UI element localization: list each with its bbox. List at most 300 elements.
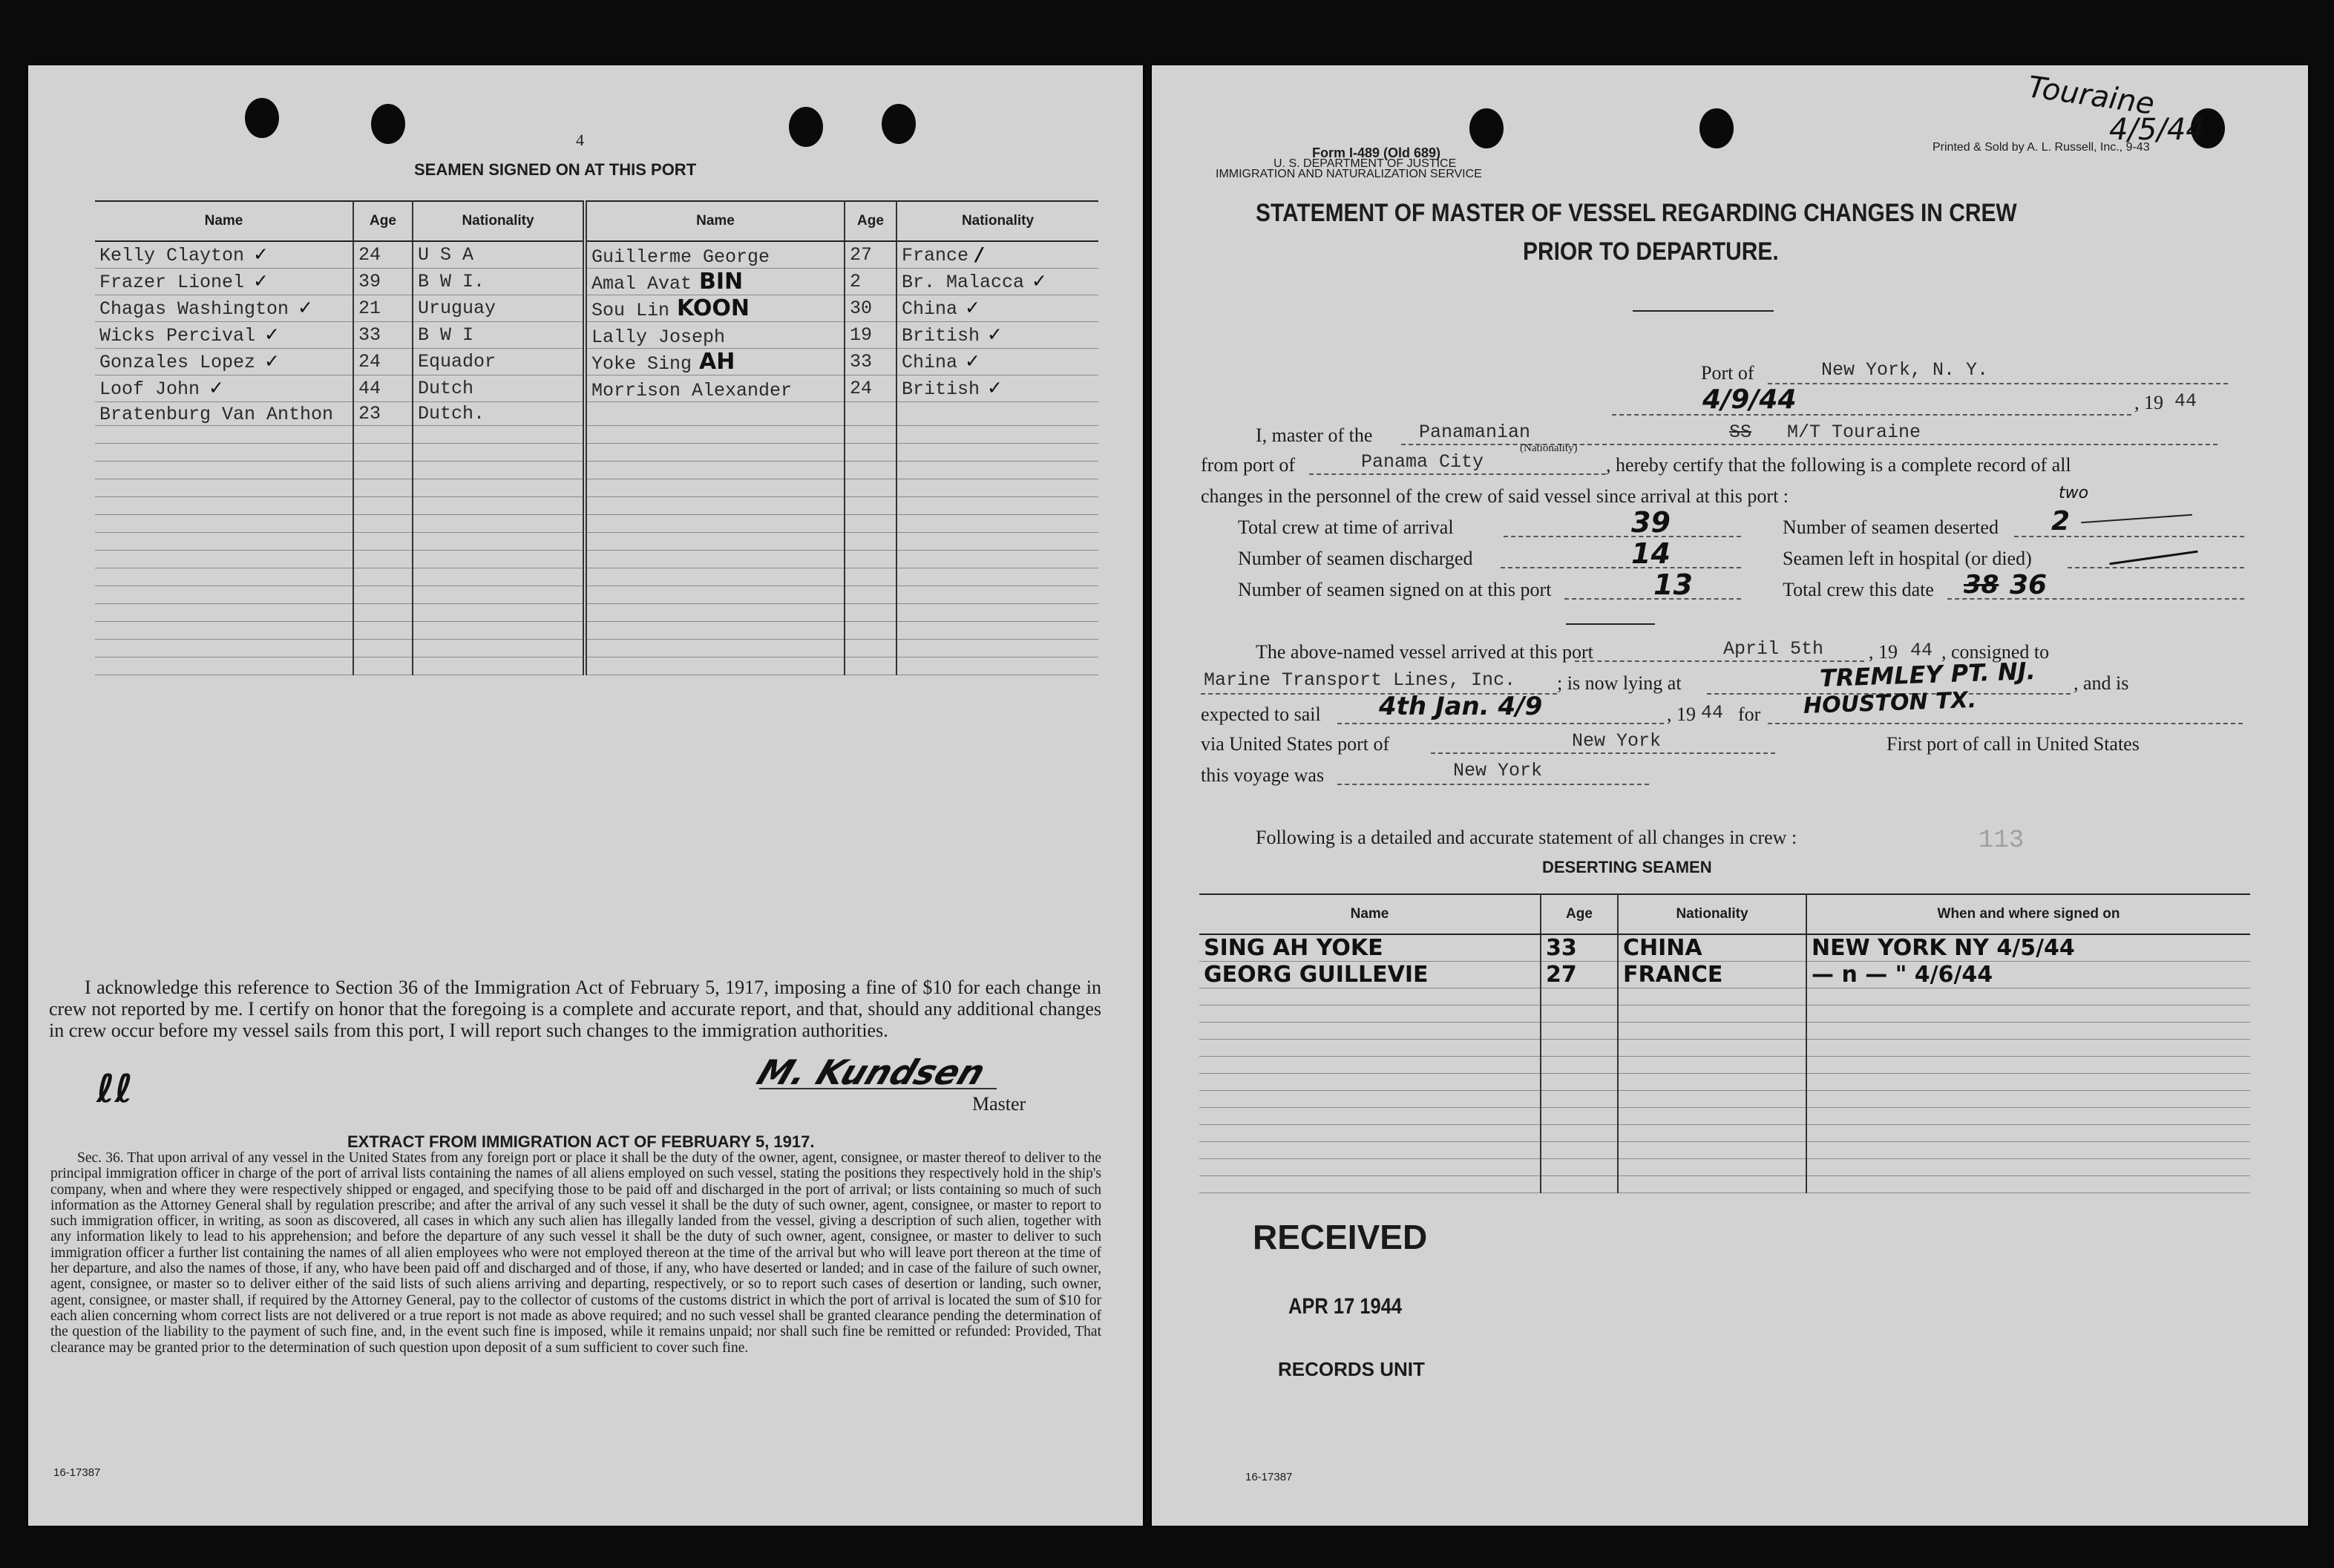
age-cell: 27 — [845, 241, 896, 269]
table-row — [1199, 988, 2250, 1006]
via-value: New York — [1572, 730, 1662, 752]
voyage-value: New York — [1453, 760, 1543, 781]
nationality-cell: CHINA — [1618, 934, 1806, 962]
nationality-cell — [896, 426, 1098, 444]
nationality-cell — [413, 551, 585, 568]
age-cell — [845, 657, 896, 675]
name-cell — [585, 657, 845, 675]
name-cell — [1199, 1006, 1541, 1023]
age-cell: 33 — [845, 349, 896, 375]
check-mark: ✓ — [264, 350, 280, 372]
table-row — [1199, 1176, 2250, 1193]
nationality-cell — [896, 479, 1098, 497]
table-row — [95, 551, 1098, 568]
nationality-cell — [896, 657, 1098, 675]
form-title-line2: PRIOR TO DEPARTURE. — [1523, 237, 1779, 266]
nationality-cell: FRANCE — [1618, 962, 1806, 988]
nationality-cell — [413, 515, 585, 533]
table-row — [1199, 1074, 2250, 1091]
nationality-cell — [413, 497, 585, 515]
age-cell — [353, 497, 413, 515]
name-cell — [1199, 1023, 1541, 1040]
nationality-cell: B W I. — [413, 269, 585, 295]
name-cell — [1199, 1142, 1541, 1159]
name-cell — [95, 462, 353, 479]
when-where-cell: — n — " 4/6/44 — [1806, 962, 2250, 988]
age-cell: 33 — [1541, 934, 1618, 962]
name-cell — [95, 568, 353, 586]
stamp-received: RECEIVED — [1253, 1218, 1428, 1256]
deserting-table — [1199, 893, 2250, 1193]
table-row — [95, 497, 1098, 515]
when-where-cell — [1806, 1108, 2250, 1125]
expected-label: , and is — [2074, 672, 2129, 694]
age-cell — [1541, 1176, 1618, 1193]
age-cell: 2 — [845, 269, 896, 295]
strike-mark — [2081, 514, 2192, 523]
nationality-cell — [896, 349, 1098, 375]
col-header-nationality: Nationality — [1618, 894, 1806, 934]
total-arrival-label: Total crew at time of arrival — [1238, 516, 1454, 538]
check-mark: ✓ — [987, 377, 1003, 398]
name-cell — [95, 241, 353, 269]
age-cell — [353, 640, 413, 657]
field-line — [1564, 598, 1741, 600]
seaman-name: Sou Lin — [591, 300, 670, 321]
when-where-cell — [1806, 1091, 2250, 1108]
name-cell — [585, 444, 845, 462]
name-cell — [95, 375, 353, 402]
expected-to-sail: expected to sail — [1201, 703, 1321, 725]
age-cell: 23 — [353, 402, 413, 426]
name-cell — [585, 533, 845, 551]
nationality-value: Panamanian — [1419, 421, 1531, 443]
age-cell — [1541, 988, 1618, 1006]
seaman-name: Amal Avat — [591, 273, 692, 295]
arrived-value: April 5th — [1723, 638, 1824, 660]
name-cell: GEORG GUILLEVIE — [1199, 962, 1541, 988]
table-row — [1199, 1023, 2250, 1040]
deserted-value: 2 — [2051, 506, 2071, 537]
when-where-cell — [1806, 1006, 2250, 1023]
total-date-label: Total crew this date — [1783, 579, 1934, 600]
name-cell — [585, 551, 845, 568]
certify-text: , hereby certify that the following is a complete record of all — [1606, 454, 2071, 476]
master-signature: M. Kundsen — [752, 1052, 991, 1092]
name-cell — [1199, 1159, 1541, 1176]
name-cell — [1199, 1091, 1541, 1108]
nationality-cell — [413, 444, 585, 462]
table-row — [1199, 1091, 2250, 1108]
col-header-when-where: When and where signed on — [1806, 894, 2250, 934]
nationality-cell — [1618, 1108, 1806, 1125]
age-cell — [845, 586, 896, 604]
title-divider — [1633, 310, 1774, 312]
for-label: for — [1738, 703, 1761, 725]
name-cell — [95, 295, 353, 322]
name-cell — [585, 568, 845, 586]
age-cell: 19 — [845, 322, 896, 349]
col-header-age: Age — [845, 201, 896, 241]
check-mark: ✓ — [253, 243, 269, 265]
table-row — [1199, 1125, 2250, 1142]
punch-hole — [1469, 108, 1504, 148]
certify-text-2: changes in the personnel of the crew of said vessel since arrival at this port : — [1201, 485, 1789, 507]
table-row — [95, 640, 1098, 657]
age-cell — [353, 515, 413, 533]
total-date-value: 36 — [2010, 570, 2048, 600]
nationality-text: British — [902, 325, 980, 347]
seaman-name: Gonzales Lopez — [99, 352, 256, 373]
nationality-cell — [413, 586, 585, 604]
age-cell — [845, 515, 896, 533]
seaman-name: Lally Joseph — [591, 327, 726, 348]
nationality-cell — [1618, 988, 1806, 1006]
nationality-cell — [896, 375, 1098, 402]
age-cell — [845, 604, 896, 622]
age-cell — [1541, 1091, 1618, 1108]
nationality-cell — [1618, 1091, 1806, 1108]
nationality-cell — [1618, 1142, 1806, 1159]
extract-text: Sec. 36. That upon arrival of any vessel in the United States from any foreign port or place it shall be the duty of the owner, agent, consignee, or master thereof to deliver to the principal immigration officer in charge of the port of arrival lists containing the names of all aliens employed on such vessel, stating the positions they respectively hold in the ship's company, when and where they were respectively shipped or engaged, and specifying those to be paid off and discharged in the port of arrival; or lists containing so much of such information as the Attorney General shall by regulation prescribe; and after the arrival of any such vessel it shall be the duty of such owner, agent, consignee, or master to report to such immigration officer, in writing, as soon as discovered, all cases in which any such alien has illegally landed from the vessel, giving a description of such alien, together with any information likely to lead to his apprehension; and before the departure of any such vessel it shall be the duty of such owner, agent, consignee, or master to deliver to such immigration officer a further list containing the names of all alien employees who were not employed thereon at the time of the arrival but who will leave port thereon at the time of her departure, and also the names of those, if any, who have been paid off and discharged and of those, if any, who have deserted or landed; and in case of the failure of such owner, agent, consignee, or master so to deliver either of the said lists of such aliens arriving and departing, respectively, or so to report such cases of desertion or landing, such owner, agent, consignee, or master shall, if required by the Attorney General, pay to the collector of customs of the customs district in which the port of arrival is located the sum of $10 for each alien concerning whom correct lists are not delivered or a true report is not made as above required; and no such vessel shall be granted clearance pending the determination of the question of the liability to the payment of such fine, and, in the event such fine is imposed, while it remains unpaid; nor shall such fine be remitted or refunded: Provided, That clearance may be granted prior to the determination of such question upon deposit of a sum sufficient to cover such fine. — [50, 1150, 1101, 1356]
acknowledge-paragraph: I acknowledge this reference to Section 36 of the Immigration Act of February 5, 1917, imposing a fine of $10 for each change in crew not reported by me. I certify on honor that the foregoing is a complete and accurate report, and that, should any additional changes in crew occur before my vessel sails from this port, I will report such changes to the immigration authorities. — [49, 977, 1101, 1041]
table-row — [95, 444, 1098, 462]
name-cell — [95, 444, 353, 462]
nationality-text: Br. Malacca — [902, 272, 1025, 293]
field-line — [1612, 414, 2131, 416]
age-cell: 39 — [353, 269, 413, 295]
punch-hole — [245, 98, 279, 138]
nationality-cell — [1618, 1023, 1806, 1040]
name-cell — [1199, 1074, 1541, 1091]
check-mark: ✓ — [253, 270, 269, 292]
age-cell — [353, 568, 413, 586]
age-cell — [1541, 1040, 1618, 1057]
table-row — [95, 241, 1098, 269]
name-cell — [585, 515, 845, 533]
check-mark: ✓ — [298, 297, 313, 318]
field-line — [2014, 536, 2244, 537]
table-row — [1199, 1159, 2250, 1176]
when-where-cell — [1806, 1125, 2250, 1142]
nationality-cell — [413, 479, 585, 497]
table-row — [95, 479, 1098, 497]
name-cell — [95, 657, 353, 675]
nationality-cell — [413, 640, 585, 657]
punch-hole — [882, 104, 916, 144]
master-of-label: I, master of the — [1256, 424, 1373, 446]
nationality-cell: Dutch — [413, 375, 585, 402]
arrived-label: The above-named vessel arrived at this port — [1256, 641, 1593, 663]
seaman-name: Guillerme George — [591, 246, 770, 268]
table-row — [95, 402, 1098, 426]
table-row — [95, 533, 1098, 551]
name-cell — [95, 479, 353, 497]
first-port-label: First port of call in United States — [1886, 733, 2140, 755]
nationality-cell — [413, 568, 585, 586]
nationality-text: France — [902, 245, 969, 266]
nationality-cell: B W I — [413, 322, 585, 349]
age-cell — [845, 426, 896, 444]
nationality-cell — [413, 604, 585, 622]
nationality-cell — [896, 322, 1098, 349]
name-cell — [585, 586, 845, 604]
col-header-name: Name — [585, 201, 845, 241]
table-row — [95, 586, 1098, 604]
total-arrival-value: 39 — [1631, 506, 1671, 539]
age-cell — [1541, 1057, 1618, 1074]
lying-value: TREMLEY PT. NJ. — [1819, 656, 2036, 693]
nationality-cell — [896, 640, 1098, 657]
table-row — [95, 269, 1098, 295]
nationality-cell: Uruguay — [413, 295, 585, 322]
sail-year: 44 — [1701, 702, 1724, 724]
when-where-cell — [1806, 988, 2250, 1006]
short-divider — [1566, 623, 1655, 625]
seaman-name: Morrison Alexander — [591, 380, 793, 401]
field-line — [1501, 567, 1741, 568]
when-where-cell — [1806, 1040, 2250, 1057]
name-cell — [585, 497, 845, 515]
lying-label: ; is now lying at — [1557, 672, 1682, 694]
nationality-cell — [413, 622, 585, 640]
age-cell: 33 — [353, 322, 413, 349]
check-mark: ✓ — [209, 377, 224, 398]
name-cell — [585, 462, 845, 479]
age-cell — [845, 551, 896, 568]
age-cell — [353, 479, 413, 497]
name-cell — [585, 426, 845, 444]
nationality-cell — [896, 568, 1098, 586]
deserted-label: Number of seamen deserted — [1783, 516, 1999, 538]
nationality-cell — [896, 622, 1098, 640]
age-cell — [353, 533, 413, 551]
destination-value: HOUSTON TX. — [1803, 686, 1977, 720]
name-cell — [95, 533, 353, 551]
deserted-note: two — [2059, 484, 2089, 502]
name-cell — [585, 269, 845, 295]
table-row — [95, 375, 1098, 402]
col-header-name: Name — [1199, 894, 1541, 934]
name-cell — [95, 322, 353, 349]
nationality-cell — [1618, 1125, 1806, 1142]
when-where-cell — [1806, 1057, 2250, 1074]
name-cell — [95, 515, 353, 533]
handwritten-name-addition: KOON — [677, 295, 750, 321]
name-cell — [95, 640, 353, 657]
check-mark: ✓ — [1032, 270, 1047, 292]
field-line — [1768, 723, 2243, 724]
name-cell — [95, 622, 353, 640]
faint-number: 113 — [1979, 827, 2025, 855]
seaman-name: Kelly Clayton — [99, 245, 245, 266]
name-cell — [585, 479, 845, 497]
when-where-cell — [1806, 1074, 2250, 1091]
form-code: 16-17387 — [53, 1466, 101, 1479]
nationality-cell — [896, 497, 1098, 515]
right-page — [1152, 65, 2308, 1526]
name-cell — [95, 349, 353, 375]
deserting-title: DESERTING SEAMEN — [1542, 858, 1712, 876]
port-of-label: Port of — [1701, 362, 1754, 384]
consignee-value: Marine Transport Lines, Inc. — [1204, 669, 1516, 691]
consigned-label: , consigned to — [1941, 641, 2050, 663]
arrived-year: 44 — [1910, 640, 1933, 661]
age-cell — [1541, 1006, 1618, 1023]
nationality-cell — [896, 241, 1098, 269]
age-cell: 27 — [1541, 962, 1618, 988]
table-row — [95, 657, 1098, 675]
nationality-text: China — [902, 352, 958, 373]
name-cell — [95, 604, 353, 622]
age-cell — [353, 444, 413, 462]
age-cell — [1541, 1159, 1618, 1176]
age-cell — [353, 551, 413, 568]
signature-line — [759, 1088, 997, 1089]
nationality-cell — [896, 586, 1098, 604]
voyage-label: this voyage was — [1201, 764, 1325, 786]
sail-year-prefix: , 19 — [1667, 703, 1696, 725]
field-line — [1309, 473, 1606, 475]
page-number: 4 — [576, 131, 584, 149]
seaman-name: Yoke Sing — [591, 353, 692, 375]
form-code: 16-17387 — [1245, 1471, 1293, 1483]
age-cell: 24 — [845, 375, 896, 402]
name-cell — [585, 640, 845, 657]
seaman-name: Chagas Washington — [99, 298, 289, 320]
dash-mark — [2109, 551, 2197, 565]
nationality-cell — [413, 657, 585, 675]
name-cell — [585, 375, 845, 402]
table-row — [95, 515, 1098, 533]
age-cell — [1541, 1125, 1618, 1142]
seaman-name: Frazer Lionel — [99, 272, 245, 293]
age-cell — [353, 426, 413, 444]
col-header-age: Age — [353, 201, 413, 241]
initials-scribble: ℓℓ — [96, 1067, 134, 1112]
field-line — [2068, 567, 2244, 568]
col-header-age: Age — [1541, 894, 1618, 934]
handwritten-name-addition: AH — [699, 349, 735, 375]
table-row — [1199, 1057, 2250, 1074]
nationality-cell — [896, 515, 1098, 533]
table-row — [95, 349, 1098, 375]
age-cell — [353, 586, 413, 604]
signed-on-value: 13 — [1653, 568, 1693, 601]
table-row — [95, 462, 1098, 479]
table-row — [95, 322, 1098, 349]
age-cell — [353, 657, 413, 675]
table-row — [1199, 1006, 2250, 1023]
nationality-cell — [413, 533, 585, 551]
signed-on-table — [95, 200, 1098, 675]
master-label: Master — [972, 1093, 1026, 1115]
seaman-name: Wicks Percival — [99, 325, 256, 347]
name-cell — [1199, 1125, 1541, 1142]
arrived-year-prefix: , 19 — [1869, 641, 1898, 663]
name-cell — [585, 295, 845, 322]
check-mark: / — [976, 243, 983, 265]
vessel-name: M/T Touraine — [1787, 421, 1921, 443]
name-cell — [95, 551, 353, 568]
table-row — [95, 295, 1098, 322]
table-row — [1199, 1108, 2250, 1125]
name-cell — [95, 497, 353, 515]
year-prefix: , 19 — [2134, 392, 2163, 413]
when-where-cell: NEW YORK NY 4/5/44 — [1806, 934, 2250, 962]
from-port-label: from port of — [1201, 454, 1296, 476]
nationality-cell: U S A — [413, 241, 585, 269]
col-header-name: Name — [95, 201, 353, 241]
name-cell — [585, 622, 845, 640]
age-cell: 24 — [353, 349, 413, 375]
name-cell — [95, 586, 353, 604]
name-cell — [585, 604, 845, 622]
nationality-cell — [896, 402, 1098, 426]
age-cell — [845, 533, 896, 551]
age-cell — [845, 462, 896, 479]
table-row — [95, 426, 1098, 444]
port-of-value: New York, N. Y. — [1821, 359, 1989, 381]
nationality-cell — [1618, 1006, 1806, 1023]
age-cell — [845, 568, 896, 586]
table-row — [1199, 934, 2250, 962]
age-cell — [1541, 1074, 1618, 1091]
handwritten-date: 4/5/44 — [2109, 113, 2205, 147]
nationality-text: China — [902, 298, 958, 320]
hospital-label: Seamen left in hospital (or died) — [1783, 548, 2032, 569]
total-date-struck: 38 — [1964, 570, 1999, 600]
col-header-nationality: Nationality — [413, 201, 585, 241]
left-page — [28, 65, 1143, 1526]
age-cell — [1541, 1023, 1618, 1040]
check-mark: ✓ — [965, 297, 980, 318]
age-cell — [353, 622, 413, 640]
check-mark: ✓ — [987, 324, 1003, 345]
table-row — [1199, 1040, 2250, 1057]
nationality-cell — [1618, 1159, 1806, 1176]
name-cell — [95, 426, 353, 444]
stamp-date: APR 17 1944 — [1288, 1294, 1403, 1319]
department: U. S. DEPARTMENT OF JUSTICE — [1273, 157, 1457, 170]
name-cell — [585, 349, 845, 375]
nationality-cell — [896, 551, 1098, 568]
discharged-value: 14 — [1631, 537, 1671, 570]
nationality-cell — [896, 269, 1098, 295]
when-where-cell — [1806, 1023, 2250, 1040]
check-mark: ✓ — [264, 324, 280, 345]
stamp-records-unit: RECORDS UNIT — [1278, 1358, 1425, 1380]
age-cell — [845, 640, 896, 657]
age-cell: 21 — [353, 295, 413, 322]
age-cell — [845, 479, 896, 497]
form-number: Form I-489 (Old 689) — [1312, 145, 1441, 160]
age-cell — [845, 444, 896, 462]
punch-hole — [1699, 108, 1734, 148]
signed-on-label: Number of seamen signed on at this port — [1238, 579, 1552, 600]
name-cell — [95, 269, 353, 295]
name-cell — [1199, 1176, 1541, 1193]
nationality-cell — [1618, 1040, 1806, 1057]
when-where-cell — [1806, 1159, 2250, 1176]
discharged-label: Number of seamen discharged — [1238, 548, 1473, 569]
table-row — [95, 622, 1098, 640]
field-line — [1504, 536, 1741, 537]
age-cell — [845, 622, 896, 640]
table-row — [95, 604, 1098, 622]
nationality-cell — [896, 444, 1098, 462]
nationality-cell — [1618, 1057, 1806, 1074]
